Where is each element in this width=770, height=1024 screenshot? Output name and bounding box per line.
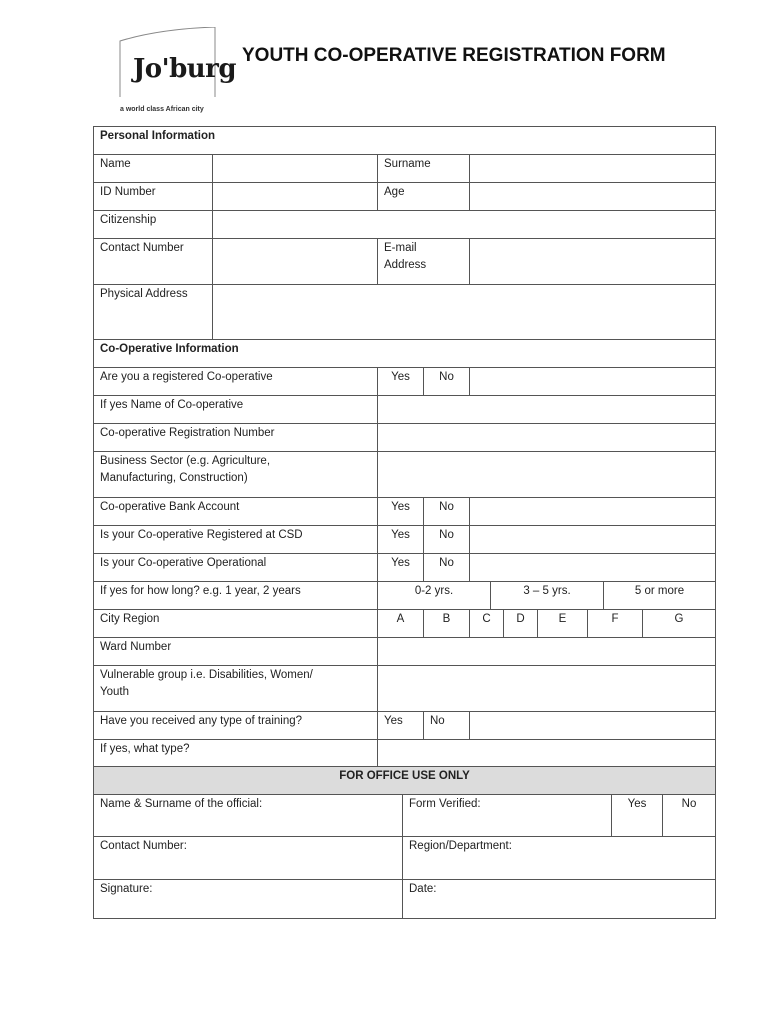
personal-info-heading: Personal Information bbox=[93, 126, 716, 155]
region-g-option[interactable]: G bbox=[642, 609, 716, 638]
registered-coop-label: Are you a registered Co-operative bbox=[93, 367, 378, 396]
training-no-option[interactable]: No bbox=[423, 711, 470, 740]
operational-blank bbox=[469, 553, 716, 582]
official-name-field[interactable]: Name & Surname of the official: bbox=[93, 794, 403, 837]
coop-name-field[interactable] bbox=[377, 395, 716, 424]
citizenship-field[interactable] bbox=[212, 210, 716, 239]
id-number-label: ID Number bbox=[93, 182, 213, 211]
email-label-line2: Address bbox=[384, 259, 427, 271]
physical-address-label: Physical Address bbox=[93, 284, 213, 340]
vulnerable-group-line2: Youth bbox=[100, 686, 129, 698]
city-region-label: City Region bbox=[93, 609, 378, 638]
signature-field[interactable]: Signature: bbox=[93, 879, 403, 919]
business-sector-field[interactable] bbox=[377, 451, 716, 498]
training-type-field[interactable] bbox=[377, 739, 716, 767]
region-a-option[interactable]: A bbox=[377, 609, 424, 638]
business-sector-label bbox=[93, 451, 378, 498]
office-contact-number-field[interactable]: Contact Number: bbox=[93, 836, 403, 880]
duration-3-5-option[interactable]: 3 – 5 yrs. bbox=[490, 581, 604, 610]
training-blank bbox=[469, 711, 716, 740]
name-field[interactable] bbox=[212, 154, 378, 183]
citizenship-label: Citizenship bbox=[93, 210, 213, 239]
coop-info-heading: Co-Operative Information bbox=[93, 339, 716, 368]
contact-number-field[interactable] bbox=[212, 238, 378, 285]
bank-yes-option[interactable]: Yes bbox=[377, 497, 424, 526]
coop-reg-number-field[interactable] bbox=[377, 423, 716, 452]
duration-0-2-option[interactable]: 0-2 yrs. bbox=[377, 581, 491, 610]
id-number-field[interactable] bbox=[212, 182, 378, 211]
bank-account-label: Co-operative Bank Account bbox=[93, 497, 378, 526]
bank-blank bbox=[469, 497, 716, 526]
verified-yes-option[interactable]: Yes bbox=[611, 794, 663, 837]
coop-reg-number-label: Co-operative Registration Number bbox=[93, 423, 378, 452]
office-use-heading: FOR OFFICE USE ONLY bbox=[93, 766, 716, 795]
csd-blank bbox=[469, 525, 716, 554]
operational-yes-option[interactable]: Yes bbox=[377, 553, 424, 582]
date-field[interactable]: Date: bbox=[402, 879, 716, 919]
email-label bbox=[377, 238, 470, 285]
name-label: Name bbox=[93, 154, 213, 183]
ward-number-label: Ward Number bbox=[93, 637, 378, 666]
operational-label: Is your Co-operative Operational bbox=[93, 553, 378, 582]
coop-name-label: If yes Name of Co-operative bbox=[93, 395, 378, 424]
duration-5-plus-option[interactable]: 5 or more bbox=[603, 581, 716, 610]
physical-address-field[interactable] bbox=[212, 284, 716, 340]
registration-form bbox=[93, 126, 716, 919]
age-label: Age bbox=[377, 182, 470, 211]
ward-number-field[interactable] bbox=[377, 637, 716, 666]
region-e-option[interactable]: E bbox=[537, 609, 588, 638]
registered-blank bbox=[469, 367, 716, 396]
region-department-field[interactable]: Region/Department: bbox=[402, 836, 716, 880]
region-d-option[interactable]: D bbox=[503, 609, 538, 638]
csd-label: Is your Co-operative Registered at CSD bbox=[93, 525, 378, 554]
how-long-label: If yes for how long? e.g. 1 year, 2 years bbox=[93, 581, 378, 610]
surname-label: Surname bbox=[377, 154, 470, 183]
business-sector-line2: Manufacturing, Construction) bbox=[100, 472, 248, 484]
vulnerable-group-line1: Vulnerable group i.e. Disabilities, Women/ bbox=[100, 669, 313, 681]
training-yes-option[interactable]: Yes bbox=[377, 711, 424, 740]
region-f-option[interactable]: F bbox=[587, 609, 643, 638]
verified-no-option[interactable]: No bbox=[662, 794, 716, 837]
training-label: Have you received any type of training? bbox=[93, 711, 378, 740]
vulnerable-group-label bbox=[93, 665, 378, 712]
bank-no-option[interactable]: No bbox=[423, 497, 470, 526]
email-label-line1: E-mail bbox=[384, 242, 417, 254]
vulnerable-group-field[interactable] bbox=[377, 665, 716, 712]
operational-no-option[interactable]: No bbox=[423, 553, 470, 582]
email-field[interactable] bbox=[469, 238, 716, 285]
region-b-option[interactable]: B bbox=[423, 609, 470, 638]
age-field[interactable] bbox=[469, 182, 716, 211]
form-verified-label: Form Verified: bbox=[402, 794, 612, 837]
joburg-logo: Jo'burg bbox=[133, 54, 237, 84]
training-type-label: If yes, what type? bbox=[93, 739, 378, 767]
region-c-option[interactable]: C bbox=[469, 609, 504, 638]
logo-tagline: a world class African city bbox=[120, 106, 204, 113]
registered-no-option[interactable]: No bbox=[423, 367, 470, 396]
surname-field[interactable] bbox=[469, 154, 716, 183]
form-title: YOUTH CO-OPERATIVE REGISTRATION FORM bbox=[242, 45, 666, 66]
csd-no-option[interactable]: No bbox=[423, 525, 470, 554]
business-sector-line1: Business Sector (e.g. Agriculture, bbox=[100, 455, 271, 467]
contact-number-label: Contact Number bbox=[93, 238, 213, 285]
registered-yes-option[interactable]: Yes bbox=[377, 367, 424, 396]
csd-yes-option[interactable]: Yes bbox=[377, 525, 424, 554]
